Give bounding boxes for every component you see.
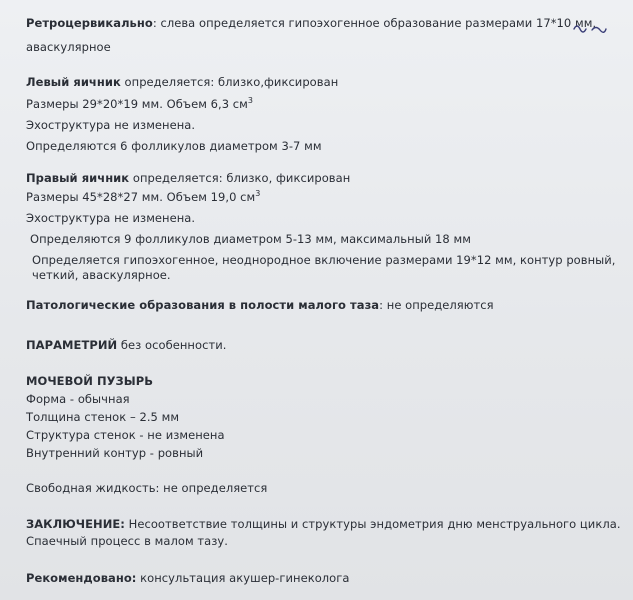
right-ovary-label: Правый яичник (26, 171, 130, 185)
left-ovary-follicles: Определяются 6 фолликулов диаметром 3-7 мм (26, 139, 322, 153)
left-ovary-status: определяется: близко,фиксирован (120, 75, 339, 89)
pelvis-line (26, 298, 494, 312)
parametrium-label: ПАРАМЕТРИЙ (26, 338, 118, 352)
recommend-line (26, 571, 349, 585)
retrocervical-label: Ретроцервикально (26, 16, 153, 30)
bladder-title: МОЧЕВОЙ ПУЗЫРЬ (26, 374, 154, 388)
right-ovary-follicles: Определяются 9 фолликулов диаметром 5-13 мм, максимальный 18 мм (30, 232, 471, 246)
conclusion-text2: Спаечный процесс в малом тазу. (26, 534, 228, 548)
left-ovary-line (26, 75, 338, 89)
pelvis-label: Патологические образования в полости малого таза (26, 298, 380, 312)
left-ovary-unit-sup: 3 (247, 96, 254, 106)
recommend-text: консультация акушер-гинеколога (136, 571, 350, 585)
left-ovary-size-text: Размеры 29*20*19 мм. Объем 6,3 см (26, 97, 248, 111)
right-ovary-size-text: Размеры 45*28*27 мм. Объем 19,0 см (26, 190, 256, 204)
retrocervical-cont: аваскулярное (26, 40, 111, 54)
right-ovary-line (26, 171, 350, 185)
left-ovary-label: Левый яичник (26, 75, 121, 89)
bladder-wall: Толщина стенок – 2.5 мм (26, 410, 180, 424)
bladder-structure: Структура стенок - не изменена (26, 428, 225, 442)
parametrium-line (26, 338, 226, 352)
right-ovary-size (26, 190, 260, 204)
right-ovary-inclusion-cont: четкий, аваскулярное. (32, 268, 171, 282)
left-ovary-echo: Эхоструктура не изменена. (26, 118, 196, 132)
left-ovary-size (26, 97, 253, 111)
right-ovary-unit-sup: 3 (255, 189, 261, 199)
pelvis-value: : не определяются (379, 298, 494, 312)
recommend-label: Рекомендовано: (26, 571, 137, 585)
conclusion-line (26, 517, 621, 531)
bladder-contour: Внутренний контур - ровный (26, 446, 204, 460)
right-ovary-echo: Эхоструктура не изменена. (26, 211, 196, 225)
retrocervical-text: : слева определяется гипоэхогенное образование размерами 17*10 мм, (152, 16, 597, 30)
bladder-form: Форма - обычная (26, 392, 130, 406)
pen-mark-icon (572, 20, 608, 34)
parametrium-value: без особенности. (117, 338, 227, 352)
free-fluid: Свободная жидкость: не определяется (26, 481, 268, 495)
conclusion-text: Несоответствие толщины и структуры эндометрия дню менструального цикла. (124, 517, 621, 531)
retrocervical-line (26, 16, 596, 30)
right-ovary-inclusion: Определяется гипоэхогенное, неоднородное включение размерами 19*12 мм, контур ровный, (32, 253, 616, 267)
conclusion-label: ЗАКЛЮЧЕНИЕ: (26, 517, 125, 531)
right-ovary-status: определяется: близко, фиксирован (129, 171, 351, 185)
